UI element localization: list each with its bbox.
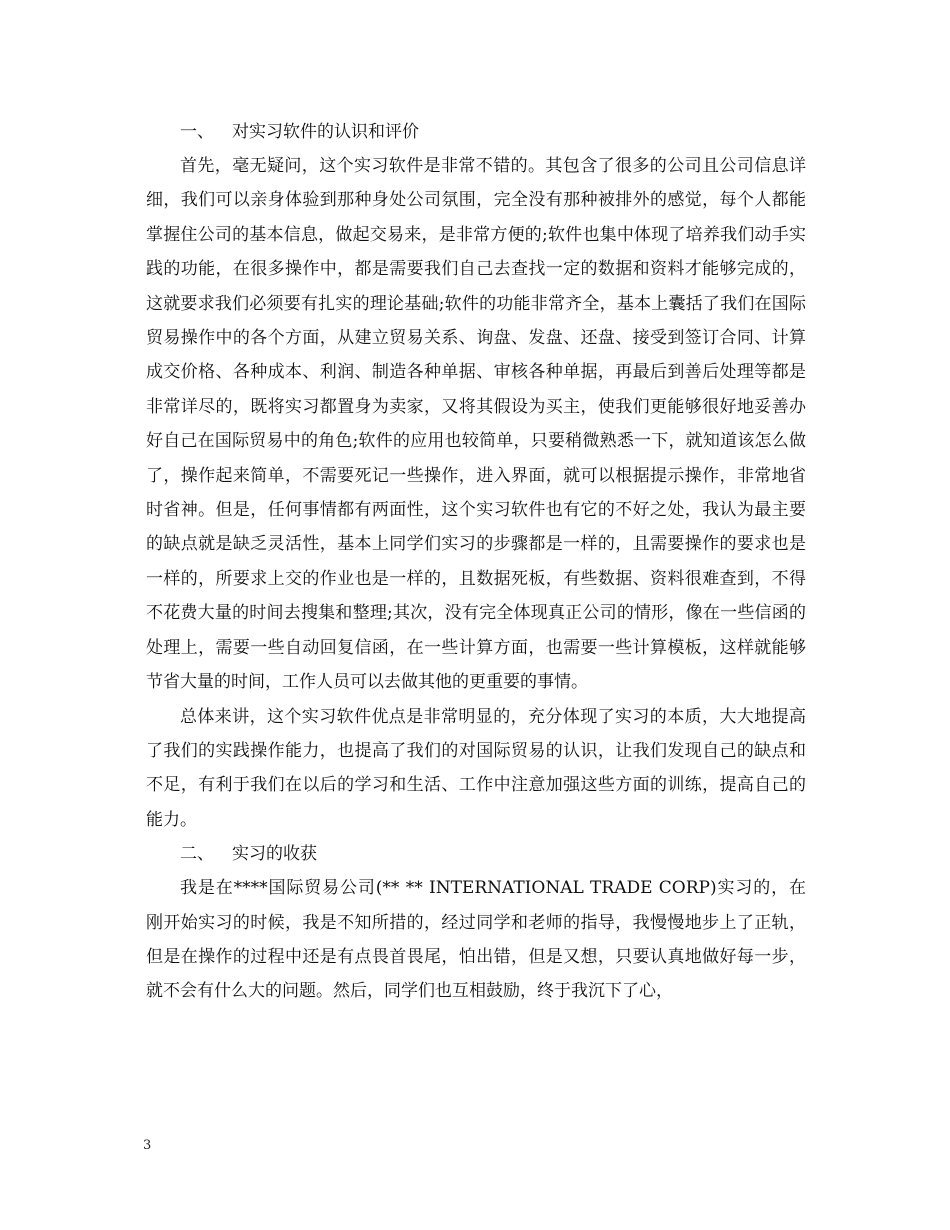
paragraph-summary: 总体来讲，这个实习软件优点是非常明显的，充分体现了实习的本质，大大地提高了我们的实践操作能力，也提高了我们的对国际贸易的认识，让我们发现自己的缺点和不足，有利于我们在以后的学习和生活、工作中注意加强这些方面的训练，提高自己的能力。 (146, 706, 806, 830)
paragraph-software-evaluation: 首先，毫无疑问，这个实习软件是非常不错的。其包含了很多的公司且公司信息详细，我们可以亲身体验到那种身处公司氛围，完全没有那种被排外的感觉，每个人都能掌握住公司的基本信息，做起交易来，是非常方便的;软件也集中体现了培养我们动手实践的功能，在很多操作中，都是需要我们自己去查找一定的数据和资料才能够完成的，这就要求我们必须要有扎实的理论基础;软件的功能非常齐全，基本上囊括了我们在国际贸易操作中的各个方面，从建立贸易关系、询盘、发盘、还盘、接受到签订合同、计算成交价格、各种成本、利润、制造各种单据、审核各种单据，再最后到善后处理等都是非常详尽的，既将实习都置身为卖家，又将其假设为买主，使我们更能够很好地妥善办好自己在国际贸易中的角色;软件的应用也较简单，只要稍微熟悉一下，就知道该怎么做了，操作起来简单，不需要死记一些操作，进入界面，就可以根据提示操作，非常地省时省神。但是，任何事情都有两面性，这个实习软件也有它的不好之处，我认为最主要的缺点就是缺乏灵活性，基本上同学们实习的步骤都是一样的，且需要操作的要求也是一样的，所要求上交的作业也是一样的，且数据死板，有些数据、资料很难查到，不得不花费大量的时间去搜集和整理;其次，没有完全体现真正公司的情形，像在一些信函的处理上，需要一些自动回复信函，在一些计算方面，也需要一些计算模板，这样就能够节省大量的时间，工作人员可以去做其他的更重要的事情。 (146, 156, 806, 693)
section-heading-1 (146, 115, 806, 149)
section-number-1: 一、 (180, 122, 214, 142)
paragraph-internship-gains: 我是在****国际贸易公司(** ** INTERNATIONAL TRADE CORP)实习的，在刚开始实习的时候，我是不知所措的，经过同学和老师的指导，我慢慢地步上了正轨，但是在操作的过程中还是有点畏首畏尾，怕出错，但是又想，只要认真地做好每一步，就不会有什么大的问题。然后，同学们也互相鼓励，终于我沉下了心， (146, 878, 806, 1002)
document-page (146, 115, 806, 1009)
section-title-2: 实习的收获 (232, 844, 317, 865)
section-title-1: 对实习软件的认识和评价 (232, 122, 419, 142)
page-number: 3 (143, 1138, 152, 1153)
section-heading-2 (146, 837, 806, 871)
section-number-2: 二、 (180, 844, 214, 865)
